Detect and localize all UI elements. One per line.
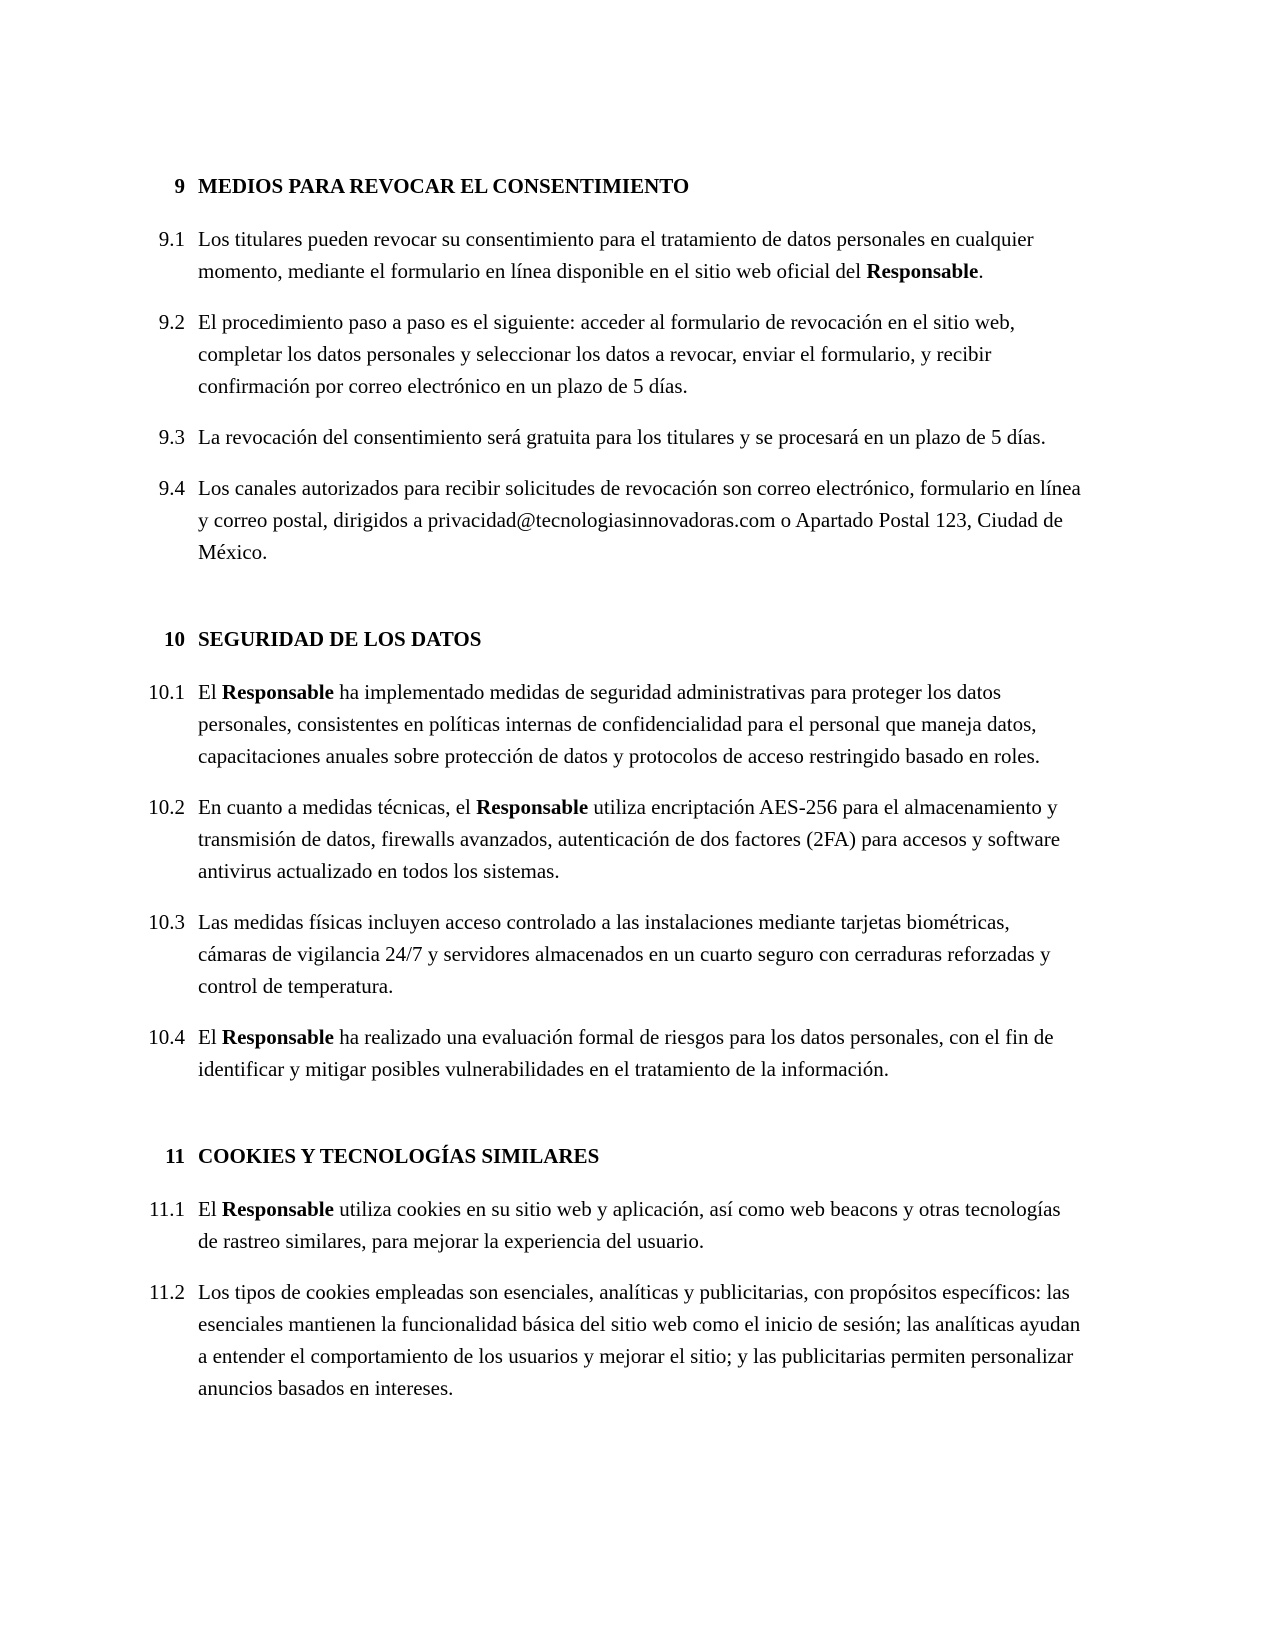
clause-text-run: La revocación del consentimiento será gratuita para los titulares y se procesará en un plazo de 5 días. xyxy=(198,425,1046,449)
clause-number: 10.2 xyxy=(148,795,185,819)
clause xyxy=(130,306,1082,402)
clause-text-run: utiliza encriptación AES-256 para el almacenamiento y transmisión de datos, firewalls avanzados, autenticación de dos factores (2FA) para accesos y software antivirus actualizado en todos los sistemas. xyxy=(198,795,1061,883)
clause xyxy=(130,1193,1082,1257)
section xyxy=(130,623,1082,1085)
section-heading xyxy=(130,170,1082,202)
clause-number: 10.1 xyxy=(148,680,185,704)
clause-text-bold-run: Responsable xyxy=(866,259,979,283)
clause xyxy=(130,791,1082,887)
clause xyxy=(130,1021,1082,1085)
clause-text xyxy=(198,421,1082,453)
clause-text-run: El xyxy=(198,1197,222,1221)
section xyxy=(130,170,1082,568)
section-number: 9 xyxy=(174,174,185,198)
clause-text xyxy=(198,306,1082,402)
clause-text-bold-run: Responsable xyxy=(221,680,334,704)
clause-text-run: Las medidas físicas incluyen acceso controlado a las instalaciones mediante tarjetas biométricas, cámaras de vigilancia 24/7 y servidores almacenados en un cuarto seguro con cerraduras reforzadas y control de temperatura. xyxy=(198,910,1051,998)
section-title: COOKIES Y TECNOLOGÍAS SIMILARES xyxy=(198,1144,600,1168)
clause-text xyxy=(198,676,1082,772)
section-title: SEGURIDAD DE LOS DATOS xyxy=(198,627,482,651)
clause-text-run: El xyxy=(198,1025,222,1049)
section-heading xyxy=(130,1140,1082,1172)
clause-text xyxy=(198,791,1082,887)
clause-number: 10.4 xyxy=(148,1025,185,1049)
clause-number: 9.1 xyxy=(158,227,185,251)
clause-number: 10.3 xyxy=(148,910,185,934)
clause-text-run: El xyxy=(198,680,222,704)
clause xyxy=(130,676,1082,772)
clause xyxy=(130,421,1082,453)
clause-text xyxy=(198,1021,1082,1085)
section-heading xyxy=(130,623,1082,655)
clause-number: 11.1 xyxy=(149,1197,185,1221)
clause-text-bold-run: Responsable xyxy=(221,1025,334,1049)
clause-text-run: ha realizado una evaluación formal de riesgos para los datos personales, con el fin de identificar y mitigar posibles vulnerabilidades en el tratamiento de la información. xyxy=(198,1025,1054,1081)
clause-text-run: Los canales autorizados para recibir solicitudes de revocación son correo electrónico, formulario en línea y correo postal, dirigidos a privacidad@tecnologiasinnovadoras.com o Apartado Postal 123, Ciudad de México. xyxy=(198,476,1081,564)
clause-text-run: El procedimiento paso a paso es el siguiente: acceder al formulario de revocación en el sitio web, completar los datos personales y seleccionar los datos a revocar, enviar el formulario, y recibir confirmación por correo electrónico en un plazo de 5 días. xyxy=(198,310,1015,398)
section-title: MEDIOS PARA REVOCAR EL CONSENTIMIENTO xyxy=(198,174,690,198)
section-number: 10 xyxy=(164,627,185,651)
section xyxy=(130,1140,1082,1404)
clause xyxy=(130,223,1082,287)
clause-number: 11.2 xyxy=(149,1280,185,1304)
section-number: 11 xyxy=(165,1144,185,1168)
clause xyxy=(130,906,1082,1002)
clause-number: 9.3 xyxy=(158,425,185,449)
clause-text-bold-run: Responsable xyxy=(476,795,589,819)
clause-text xyxy=(198,472,1082,568)
clause-text xyxy=(198,906,1082,1002)
clause-number: 9.2 xyxy=(158,310,185,334)
clause-text-run: En cuanto a medidas técnicas, el xyxy=(198,795,477,819)
clause-text xyxy=(198,223,1082,287)
clause-text-run: utiliza cookies en su sitio web y aplicación, así como web beacons y otras tecnologías de rastreo similares, para mejorar la experiencia del usuario. xyxy=(198,1197,1061,1253)
clause-text-run: ha implementado medidas de seguridad administrativas para proteger los datos personales, consistentes en políticas internas de confidencialidad para el personal que maneja datos, capacitaciones anuales sobre protección de datos y protocolos de acceso restringido basado en roles. xyxy=(198,680,1041,768)
clause xyxy=(130,472,1082,568)
clause-number: 9.4 xyxy=(158,476,185,500)
clause-text xyxy=(198,1276,1082,1404)
clause xyxy=(130,1276,1082,1404)
clause-text-run: Los tipos de cookies empleadas son esenciales, analíticas y publicitarias, con propósitos específicos: las esenciales mantienen la funcionalidad básica del sitio web como el inicio de sesión; las analíticas ayudan a entender el comportamiento de los usuarios y mejorar el sitio; y las publicitarias permiten personalizar anuncios basados en intereses. xyxy=(198,1280,1081,1400)
clause-text-run: Los titulares pueden revocar su consentimiento para el tratamiento de datos personales en cualquier momento, mediante el formulario en línea disponible en el sitio web oficial del xyxy=(198,227,1034,283)
clause-text-bold-run: Responsable xyxy=(221,1197,334,1221)
clause-text-run: . xyxy=(978,259,984,283)
clause-text xyxy=(198,1193,1082,1257)
